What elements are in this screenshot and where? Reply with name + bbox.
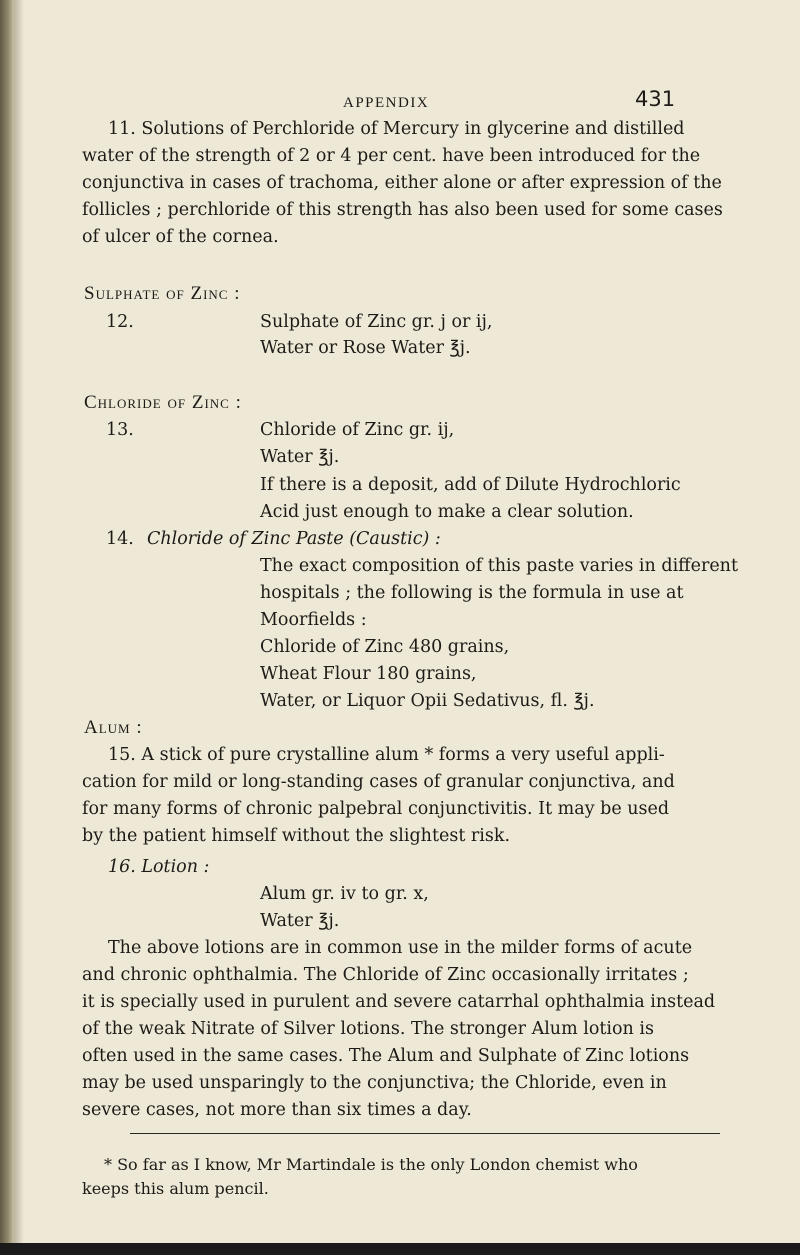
sulphate-heading: Sulphate of Zinc : [84,283,241,304]
item13-line: Chloride of Zinc gr. ij, [260,420,455,440]
para15-line: for many forms of chronic palpebral conjunctivitis. It may be used [82,799,670,819]
item14-title: Chloride of Zinc Paste (Caustic) : [147,529,441,549]
item16-heading: 16. Lotion : [108,857,210,877]
para11-line: of ulcer of the cornea. [82,227,279,247]
page-number: 431 [635,87,676,111]
page-bottom-edge [0,1243,800,1255]
running-head: APPENDIX [343,95,430,111]
final-para-line: it is specially used in purulent and severe catarrhal ophthalmia instead [82,992,716,1012]
item14-line: Chloride of Zinc 480 grains, [260,637,510,657]
final-para-line: The above lotions are in common use in the milder forms of acute [108,938,693,958]
para11-line: conjunctiva in cases of trachoma, either alone or after expression of the [82,173,722,193]
chloride-heading: Chloride of Zinc : [84,392,242,413]
item14-line: Moorfields : [260,610,367,630]
item14-number: 14. [106,529,134,549]
item12-number: 12. [106,312,134,332]
item12-line: Water or Rose Water ℥j. [260,338,471,358]
final-para-line: often used in the same cases. The Alum and Sulphate of Zinc lotions [82,1046,690,1066]
item16-line: Alum gr. iv to gr. x, [260,884,429,904]
item13-number: 13. [106,420,134,440]
para15-line: by the patient himself without the slightest risk. [82,826,511,846]
para11-line: follicles ; perchloride of this strength has also been used for some cases [82,200,723,220]
book-spine-edge [0,0,14,1255]
footnote-rule [130,1133,720,1134]
footnote-line: keeps this alum pencil. [82,1179,269,1198]
final-para-line: may be used unsparingly to the conjunctiva; the Chloride, even in [82,1073,667,1093]
item14-line: The exact composition of this paste varies in different [260,556,738,576]
para11-line: 11. Solutions of Perchloride of Mercury in glycerine and distilled [108,119,685,139]
gutter-shadow [14,0,24,1255]
item13-line: Water ℥j. [260,447,340,467]
item12-line: Sulphate of Zinc gr. j or ij, [260,312,493,332]
item14-line: Water, or Liquor Opii Sedativus, fl. ℥j. [260,691,595,711]
final-para-line: and chronic ophthalmia. The Chloride of Zinc occasionally irritates ; [82,965,689,985]
item16-line: Water ℥j. [260,911,340,931]
para15-line: cation for mild or long-standing cases of granular conjunctiva, and [82,772,675,792]
item14-line: hospitals ; the following is the formula in use at [260,583,684,603]
alum-heading: Alum : [84,717,143,738]
final-para-line: of the weak Nitrate of Silver lotions. The stronger Alum lotion is [82,1019,654,1039]
item14-line: Wheat Flour 180 grains, [260,664,477,684]
para15-line: 15. A stick of pure crystalline alum * forms a very useful appli- [108,745,665,765]
final-para-line: severe cases, not more than six times a day. [82,1100,472,1120]
item13-line: Acid just enough to make a clear solution. [260,502,634,522]
para11-line: water of the strength of 2 or 4 per cent. have been introduced for the [82,146,701,166]
item13-line: If there is a deposit, add of Dilute Hydrochloric [260,475,681,495]
footnote-line: * So far as I know, Mr Martindale is the only London chemist who [104,1155,638,1174]
